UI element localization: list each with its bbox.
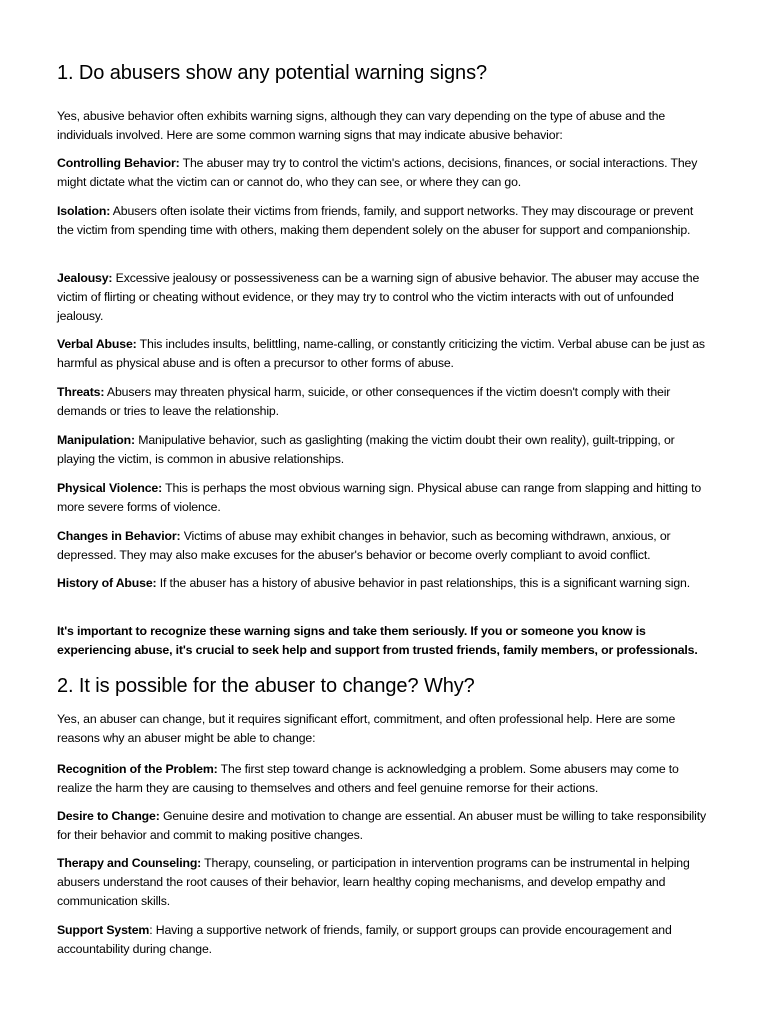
item-text: Victims of abuse may exhibit changes in behavior, such as becoming withdrawn, anxious, or depressed. They may also make excuses for the abuser's behavior or become overly compliant to avoid conflict. — [57, 529, 671, 563]
change-reason-item — [57, 854, 713, 912]
item-text: The abuser may try to control the victim's actions, decisions, finances, or social interactions. They might dictate what the victim can or cannot do, who they can see, or where they can go. — [57, 156, 698, 190]
warning-sign-item — [57, 431, 713, 469]
item-text: This includes insults, belittling, name-calling, or constantly criticizing the victim. Verbal abuse can be just as harmful as physical abuse and is often a precursor to other forms of abuse. — [57, 337, 705, 371]
warning-sign-item — [57, 479, 713, 517]
item-term: History of Abuse: — [57, 576, 157, 590]
item-term: Support System — [57, 923, 150, 937]
section-1-intro: Yes, abusive behavior often exhibits warning signs, although they can vary depending on the type of abuse and the individuals involved. Here are some common warning signs that may indicate abusive behavior: — [57, 109, 666, 143]
item-text: : Having a supportive network of friends, family, or support groups can provide encouragement and accountability during change. — [57, 923, 672, 957]
item-text: Excessive jealousy or possessiveness can be a warning sign of abusive behavior. The abuser may accuse the victim of flirting or cheating without evidence, or they may try to control who the victim interacts with out of unfounded jealousy. — [57, 271, 700, 324]
warning-sign-item — [57, 335, 713, 373]
change-reason-item — [57, 760, 713, 798]
warning-sign-item — [57, 154, 713, 192]
section-1-heading: 1. Do abusers show any potential warning signs? — [57, 62, 487, 84]
section-2-intro: Yes, an abuser can change, but it requires significant effort, commitment, and often professional help. Here are some reasons why an abuser might be able to change: — [57, 712, 676, 746]
item-term: Jealousy: — [57, 271, 113, 285]
warning-sign-item — [57, 383, 713, 421]
section-1-conclusion: It's important to recognize these warning signs and take them seriously. If you or someone you know is experiencing abuse, it's crucial to seek help and support from trusted friends, family members, or professionals. — [57, 624, 698, 658]
item-term: Threats: — [57, 385, 105, 399]
change-reason-item — [57, 921, 713, 959]
item-term: Manipulation: — [57, 433, 135, 447]
item-text: Genuine desire and motivation to change are essential. An abuser must be willing to take responsibility for their behavior and commit to making positive changes. — [57, 809, 706, 843]
item-text: The first step toward change is acknowledging a problem. Some abusers may come to realize the harm they are causing to themselves and others and feel genuine remorse for their actions. — [57, 762, 679, 796]
item-term: Changes in Behavior: — [57, 529, 181, 543]
item-text: This is perhaps the most obvious warning sign. Physical abuse can range from slapping and hitting to more severe forms of violence. — [57, 481, 702, 515]
item-term: Isolation: — [57, 204, 111, 218]
warning-sign-item — [57, 527, 713, 565]
item-text: Manipulative behavior, such as gaslighting (making the victim doubt their own reality), guilt-tripping, or playing the victim, is common in abusive relationships. — [57, 433, 675, 467]
warning-sign-item — [57, 269, 713, 327]
item-term: Controlling Behavior: — [57, 156, 180, 170]
item-term: Desire to Change: — [57, 809, 160, 823]
warning-sign-item — [57, 574, 713, 593]
item-term: Verbal Abuse: — [57, 337, 137, 351]
item-term: Recognition of the Problem: — [57, 762, 218, 776]
item-text: Abusers may threaten physical harm, suicide, or other consequences if the victim doesn't comply with their demands or tries to leave the relationship. — [57, 385, 671, 419]
item-text: Abusers often isolate their victims from friends, family, and support networks. They may discourage or prevent the victim from spending time with others, making them dependent solely on the abuser for support and companionship. — [57, 204, 694, 238]
item-text: If the abuser has a history of abusive behavior in past relationships, this is a significant warning sign. — [156, 576, 690, 590]
item-text: Therapy, counseling, or participation in intervention programs can be instrumental in helping abusers understand the root causes of their behavior, learn healthy coping mechanisms, and develop empathy and communication skills. — [57, 856, 690, 909]
item-term: Physical Violence: — [57, 481, 163, 495]
item-term: Therapy and Counseling: — [57, 856, 202, 870]
section-2-heading: 2. It is possible for the abuser to change? Why? — [57, 675, 475, 697]
change-reason-item — [57, 807, 713, 845]
warning-sign-item — [57, 202, 713, 240]
